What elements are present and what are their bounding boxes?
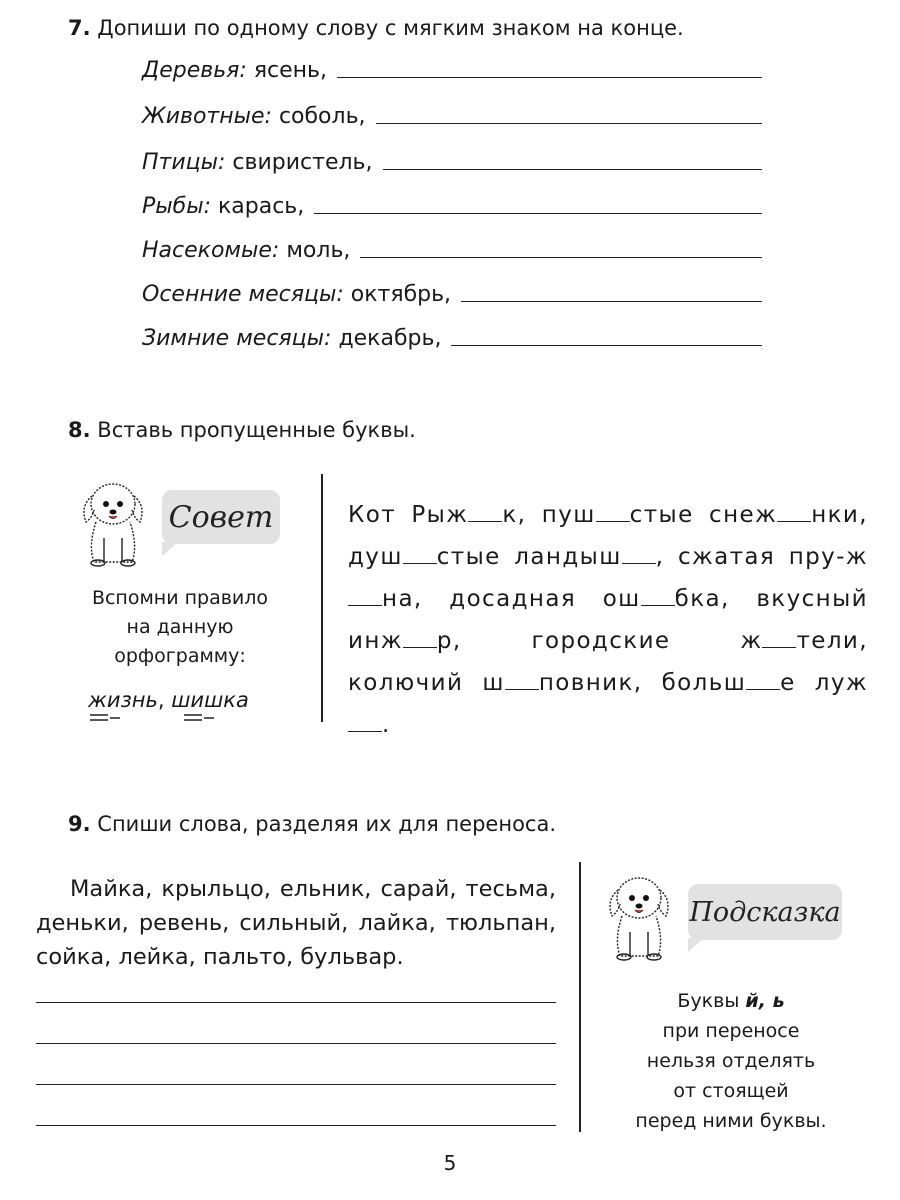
task-7-title bbox=[68, 16, 684, 40]
task-9-instruction: Спиши слова, разделяя их для переноса. bbox=[97, 812, 557, 836]
hint-label: Подсказка bbox=[689, 896, 841, 928]
puppy-icon bbox=[602, 870, 676, 962]
answer-line[interactable] bbox=[383, 169, 762, 170]
tip-example bbox=[88, 688, 249, 712]
exercise-fragment: р, городские ж bbox=[436, 628, 763, 654]
example-word: шишка bbox=[171, 688, 249, 712]
writing-line[interactable] bbox=[36, 1002, 556, 1003]
row-example: карась, bbox=[218, 194, 305, 219]
answer-line[interactable] bbox=[461, 301, 762, 302]
missing-letter-blank[interactable] bbox=[641, 591, 675, 606]
missing-letter-blank[interactable] bbox=[403, 633, 437, 648]
answer-line[interactable] bbox=[337, 77, 762, 78]
hint-line: при переносе bbox=[662, 1020, 800, 1042]
divider bbox=[321, 474, 323, 722]
puppy-icon bbox=[76, 476, 150, 568]
writing-line[interactable] bbox=[36, 1125, 556, 1126]
word-row bbox=[142, 326, 762, 351]
answer-line[interactable] bbox=[451, 345, 762, 346]
page-number: 5 bbox=[443, 1151, 457, 1175]
exercise-fragment: е луж bbox=[780, 670, 869, 696]
missing-letter-blank[interactable] bbox=[596, 507, 630, 522]
hint-text bbox=[606, 986, 856, 1136]
exercise-fragment: тели, колючий ш bbox=[348, 628, 868, 696]
tip-text-line: орфограмму: bbox=[114, 645, 246, 667]
missing-letter-blank[interactable] bbox=[622, 549, 656, 564]
word-row bbox=[142, 238, 762, 263]
row-category: Осенние месяцы: bbox=[142, 282, 344, 307]
task-9-title bbox=[68, 812, 556, 836]
orthogram-marks bbox=[88, 710, 288, 726]
missing-letter-blank[interactable] bbox=[403, 549, 437, 564]
hint-letters: й, ь bbox=[745, 990, 785, 1012]
row-category: Рыбы: bbox=[142, 194, 211, 219]
word-row bbox=[142, 194, 762, 219]
exercise-fragment: , сжатая пру-ж bbox=[655, 544, 868, 570]
word-row bbox=[142, 104, 762, 129]
exercise-fragment: на, досадная ош bbox=[382, 586, 641, 612]
row-category: Насекомые: bbox=[142, 238, 280, 263]
exercise-fragment: стые снеж bbox=[629, 502, 778, 528]
row-category: Зимние месяцы: bbox=[142, 326, 332, 351]
word-row bbox=[142, 58, 762, 83]
missing-letter-blank[interactable] bbox=[505, 675, 539, 690]
word-row bbox=[142, 150, 762, 175]
example-separator: , bbox=[157, 688, 165, 712]
row-example: ясень, bbox=[253, 58, 328, 83]
hint-line: от стоящей bbox=[673, 1080, 789, 1102]
task-7-instruction: Допиши по одному слову с мягким знаком на конце. bbox=[97, 16, 684, 40]
hint-prefix: Буквы bbox=[677, 990, 740, 1012]
task-9-number: 9. bbox=[68, 812, 91, 836]
exercise-fragment: Кот Рыж bbox=[348, 502, 469, 528]
row-category: Животные: bbox=[142, 104, 272, 129]
writing-line[interactable] bbox=[36, 1043, 556, 1044]
hint-line: перед ними буквы. bbox=[635, 1110, 827, 1132]
exercise-fragment: к, пуш bbox=[502, 502, 596, 528]
tip-text bbox=[60, 584, 300, 671]
answer-line[interactable] bbox=[314, 213, 762, 214]
missing-letter-blank[interactable] bbox=[746, 675, 780, 690]
row-category: Птицы: bbox=[142, 150, 226, 175]
task-8-exercise bbox=[348, 494, 868, 746]
row-example: декабрь, bbox=[338, 326, 442, 351]
task-9-words: Майка, крыльцо, ельник, сарай, тесьма, деньки, ревень, сильный, лайка, тюльпан, сойка, лейка, пальто, бульвар. bbox=[36, 876, 556, 970]
task-8-title bbox=[68, 418, 416, 442]
word-row bbox=[142, 282, 762, 307]
example-word: жизнь bbox=[88, 688, 158, 712]
tip-text-line: на данную bbox=[126, 616, 234, 638]
task-7-number: 7. bbox=[68, 16, 91, 40]
exercise-fragment: повник, больш bbox=[538, 670, 747, 696]
hint-bubble bbox=[688, 884, 842, 940]
answer-line[interactable] bbox=[360, 257, 762, 258]
row-example: соболь, bbox=[278, 104, 366, 129]
tip-label: Совет bbox=[168, 499, 274, 535]
divider bbox=[579, 862, 581, 1132]
exercise-fragment: стые ландыш bbox=[436, 544, 622, 570]
exercise-fragment: . bbox=[382, 712, 391, 738]
missing-letter-blank[interactable] bbox=[762, 633, 796, 648]
task-8-number: 8. bbox=[68, 418, 91, 442]
row-category: Деревья: bbox=[142, 58, 247, 83]
task-8-instruction: Вставь пропущенные буквы. bbox=[97, 418, 416, 442]
tip-text-line: Вспомни правило bbox=[91, 587, 269, 609]
answer-line[interactable] bbox=[376, 123, 762, 124]
row-example: октябрь, bbox=[350, 282, 452, 307]
tip-bubble bbox=[162, 490, 280, 544]
missing-letter-blank[interactable] bbox=[468, 507, 502, 522]
hint-first-line bbox=[606, 986, 856, 1016]
missing-letter-blank[interactable] bbox=[348, 717, 382, 732]
row-example: свиристель, bbox=[232, 150, 373, 175]
writing-line[interactable] bbox=[36, 1084, 556, 1085]
row-example: моль, bbox=[286, 238, 351, 263]
missing-letter-blank[interactable] bbox=[777, 507, 811, 522]
exercise-fragment: бка, вкусный инж bbox=[348, 586, 868, 654]
hint-line: нельзя отделять bbox=[646, 1050, 816, 1072]
exercise-fragment: нки, душ bbox=[348, 502, 868, 570]
missing-letter-blank[interactable] bbox=[348, 591, 382, 606]
